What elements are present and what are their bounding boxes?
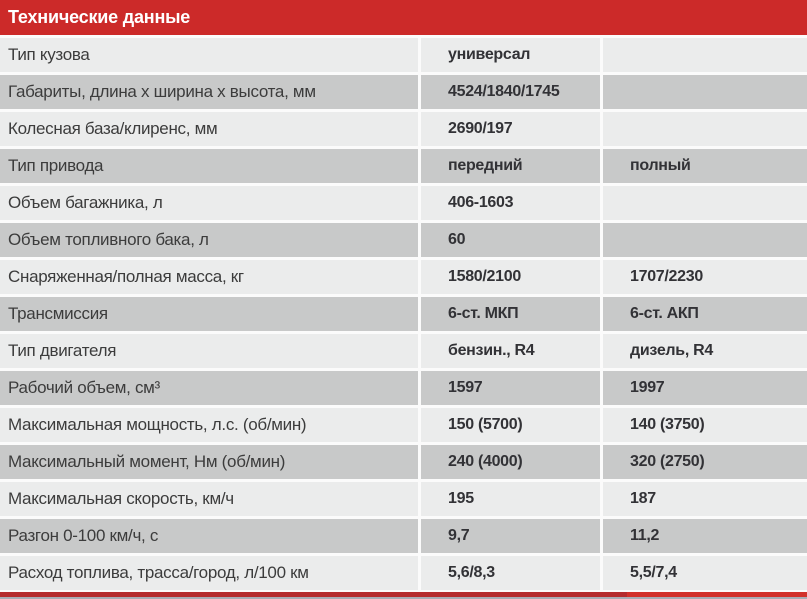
spec-label: Тип привода <box>0 149 418 183</box>
spec-value-variant-1: 406-1603 <box>421 186 600 220</box>
spec-label: Трансмиссия <box>0 297 418 331</box>
spec-value-variant-2: 140 (3750) <box>603 408 807 442</box>
spec-label: Разгон 0-100 км/ч, с <box>0 519 418 553</box>
spec-value-variant-1: 150 (5700) <box>421 408 600 442</box>
spec-value-variant-1: бензин., R4 <box>421 334 600 368</box>
table-row <box>0 371 807 405</box>
spec-label: Рабочий объем, см³ <box>0 371 418 405</box>
spec-value-variant-1: 2690/197 <box>421 112 600 146</box>
spec-value-variant-2: 5,5/7,4 <box>603 556 807 590</box>
spec-label: Расход топлива, трасса/город, л/100 км <box>0 556 418 590</box>
table-row <box>0 223 807 257</box>
spec-value-variant-1: передний <box>421 149 600 183</box>
spec-label: Максимальная мощность, л.с. (об/мин) <box>0 408 418 442</box>
spec-label: Колесная база/клиренс, мм <box>0 112 418 146</box>
spec-value-variant-2: 1707/2230 <box>603 260 807 294</box>
bottom-bar-left-segment <box>0 592 627 597</box>
spec-value-variant-1: 4524/1840/1745 <box>421 75 600 109</box>
table-row <box>0 556 807 590</box>
bottom-accent-bar <box>0 592 807 597</box>
table-body <box>0 38 807 590</box>
spec-value-variant-2: 320 (2750) <box>603 445 807 479</box>
spec-value-variant-2 <box>603 75 807 109</box>
spec-value-variant-1: 1580/2100 <box>421 260 600 294</box>
spec-value-variant-2 <box>603 38 807 72</box>
table-row <box>0 260 807 294</box>
spec-label: Габариты, длина х ширина х высота, мм <box>0 75 418 109</box>
spec-value-variant-1: 60 <box>421 223 600 257</box>
spec-value-variant-2: дизель, R4 <box>603 334 807 368</box>
table-row <box>0 297 807 331</box>
spec-value-variant-1: универсал <box>421 38 600 72</box>
table-row <box>0 112 807 146</box>
spec-label: Тип кузова <box>0 38 418 72</box>
bottom-bar-right-segment <box>627 592 807 597</box>
spec-value-variant-1: 6-ст. МКП <box>421 297 600 331</box>
spec-value-variant-1: 1597 <box>421 371 600 405</box>
table-row <box>0 519 807 553</box>
spec-value-variant-2 <box>603 112 807 146</box>
spec-value-variant-1: 195 <box>421 482 600 516</box>
spec-label: Тип двигателя <box>0 334 418 368</box>
spec-value-variant-1: 240 (4000) <box>421 445 600 479</box>
table-row <box>0 445 807 479</box>
spec-label: Максимальный момент, Нм (об/мин) <box>0 445 418 479</box>
spec-value-variant-2 <box>603 186 807 220</box>
spec-label: Объем топливного бака, л <box>0 223 418 257</box>
page-title: Технические данные <box>8 7 191 27</box>
spec-value-variant-2 <box>603 223 807 257</box>
table-header <box>0 0 807 35</box>
spec-label: Снаряженная/полная масса, кг <box>0 260 418 294</box>
spec-value-variant-2: 1997 <box>603 371 807 405</box>
spec-value-variant-2: 11,2 <box>603 519 807 553</box>
table-row <box>0 38 807 72</box>
table-row <box>0 149 807 183</box>
table-row <box>0 482 807 516</box>
spec-value-variant-2: 187 <box>603 482 807 516</box>
table-row <box>0 408 807 442</box>
spec-value-variant-1: 9,7 <box>421 519 600 553</box>
table-row <box>0 186 807 220</box>
spec-label: Объем багажника, л <box>0 186 418 220</box>
table-row <box>0 75 807 109</box>
spec-value-variant-1: 5,6/8,3 <box>421 556 600 590</box>
table-row <box>0 334 807 368</box>
spec-label: Максимальная скорость, км/ч <box>0 482 418 516</box>
spec-value-variant-2: 6-ст. АКП <box>603 297 807 331</box>
spec-value-variant-2: полный <box>603 149 807 183</box>
